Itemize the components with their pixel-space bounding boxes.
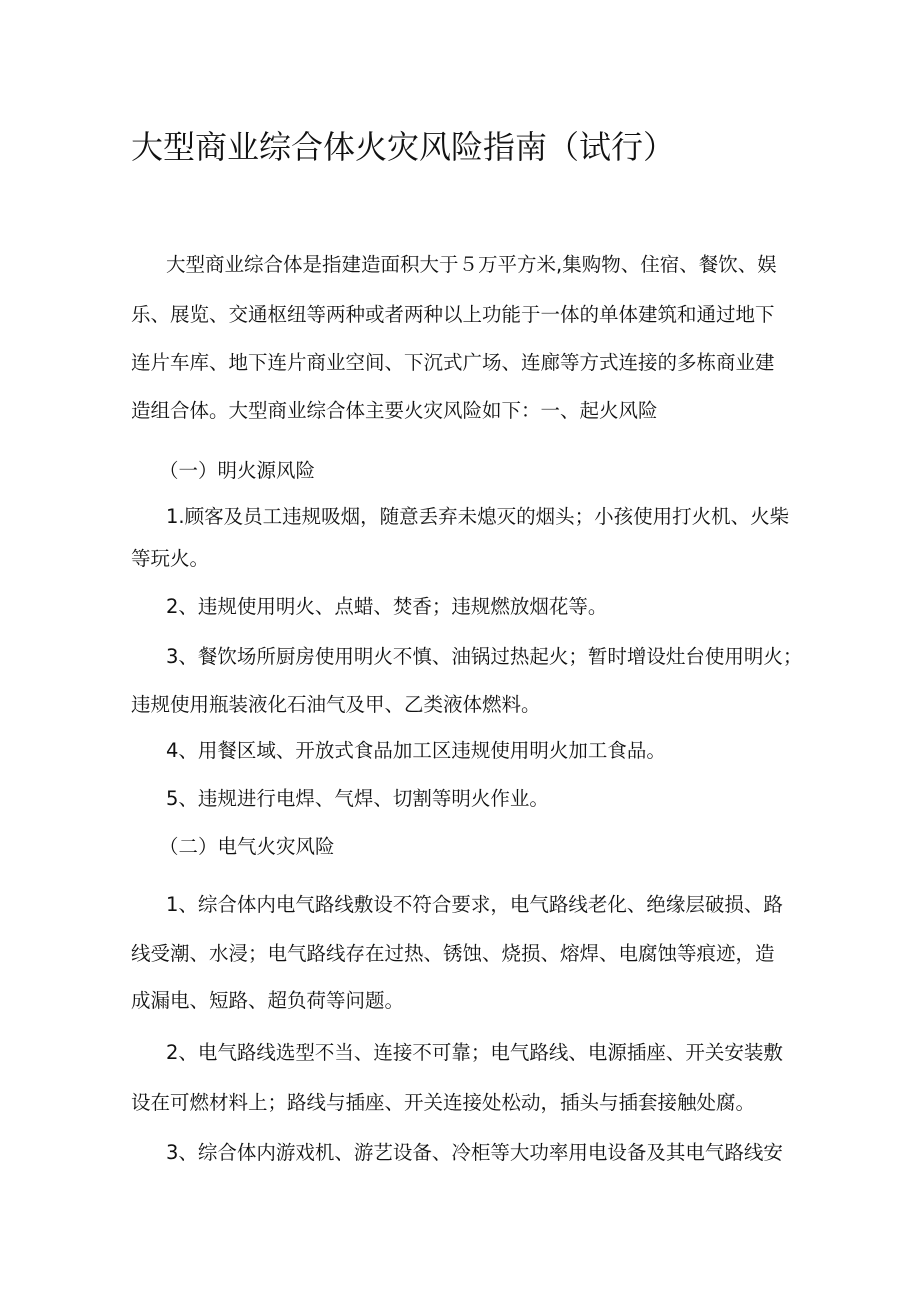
- intro-line-2: 乐、展览、交通枢纽等两种或者两种以上功能于一体的单体建筑和通过地下: [131, 303, 775, 326]
- section1-heading: （一）明火源风险: [159, 459, 316, 482]
- intro-line-4: 造组合体。大型商业综合体主要火灾风险如下：一、起火风险: [131, 399, 658, 422]
- section2-item3-line1: 3、综合体内游戏机、游艺设备、冷柜等大功率用电设备及其电气路线安: [166, 1141, 783, 1164]
- section2-item2-line2: 设在可燃材料上；路线与插座、开关连接处松动，插头与插套接触处腐。: [131, 1091, 756, 1114]
- intro-line-3: 连片车库、地下连片商业空间、下沉式广场、连廊等方式连接的多栋商业建: [131, 351, 775, 374]
- section1-item2-line1: 2、违规使用明火、点蜡、焚香；违规燃放烟花等。: [166, 595, 608, 618]
- section1-item3-line1: 3、餐饮场所厨房使用明火不慎、油锅过热起火；暂时增设灶台使用明火；: [166, 645, 803, 668]
- section1-item1-line2: 等玩火。: [131, 547, 210, 570]
- section2-item1-line1: 1、综合体内电气路线敷设不符合要求，电气路线老化、绝缘层破损、路: [166, 893, 783, 916]
- section1-item4-line1: 4、用餐区域、开放式食品加工区违规使用明火加工食品。: [166, 739, 666, 762]
- section1-item5-line1: 5、违规进行电焊、气焊、切割等明火作业。: [166, 787, 549, 810]
- section2-item2-line1: 2、电气路线选型不当、连接不可靠；电气路线、电源插座、开关安装敷: [166, 1041, 783, 1064]
- section2-heading: （二）电气火灾风险: [159, 835, 335, 858]
- document-title: 大型商业综合体火灾风险指南（试行）: [131, 128, 676, 166]
- intro-line-1: 大型商业综合体是指建造面积大于５万平方米,集购物、住宿、餐饮、娱: [166, 253, 777, 276]
- section2-item1-line3: 成漏电、短路、超负荷等问题。: [131, 989, 405, 1012]
- section1-item1-line1: 1.顾客及员工违规吸烟，随意丢弃未熄灭的烟头；小孩使用打火机、火柴: [166, 505, 790, 528]
- section1-item3-line2: 违规使用瓶装液化石油气及甲、乙类液体燃料。: [131, 693, 541, 716]
- section2-item1-line2: 线受潮、水浸；电气路线存在过热、锈蚀、烧损、熔焊、电腐蚀等痕迹，造: [131, 942, 775, 965]
